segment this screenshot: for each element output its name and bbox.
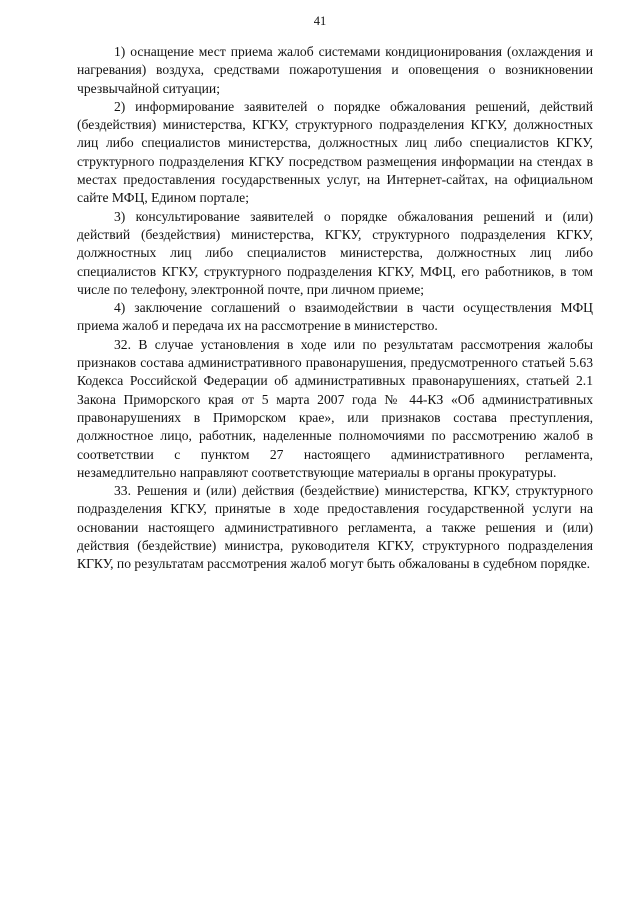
paragraph-clause-33: 33. Решения и (или) действия (бездействие) министерства, КГКУ, структурного подразделения КГКУ, принятые в ходе предоставления государственной услуги на основании настоящего административного регламента, а также решения и (или) действия (бездействие) министра, руководителя КГКУ, структурного подразделения КГКУ, по результатам рассмотрения жалоб могут быть обжалованы в судебном порядке. [77, 483, 593, 572]
paragraph-item-2: 2) информирование заявителей о порядке обжалования решений, действий (бездействия) министерства, КГКУ, структурного подразделения КГКУ, должностных лиц либо специалистов министерства, должностных лиц либо специалистов КГКУ, структурного подразделения КГКУ посредством размещения информации на стендах в местах предоставления государственных услуг, на Интернет-сайтах, на официальном сайте МФЦ, Едином портале; [77, 98, 593, 206]
page-number: 41 [313, 14, 327, 28]
paragraph-item-1: 1) оснащение мест приема жалоб системами кондиционирования (охлаждения и нагревания) воздуха, средствами пожаротушения и оповещения о возникновении чрезвычайной ситуации; [77, 44, 593, 96]
paragraph-item-3: 3) консультирование заявителей о порядке обжалования решений и (или) действий (бездействия) министерства, КГКУ, структурного подразделения КГКУ, должностных лиц либо специалистов министерства, должностных лиц либо специалистов КГКУ, структурного подразделения КГКУ, МФЦ, его работников, в том числе по телефону, электронной почте, при личном приеме; [77, 208, 593, 297]
paragraph-item-4: 4) заключение соглашений о взаимодействии в части осуществления МФЦ приема жалоб и передача их на рассмотрение в министерство. [77, 300, 593, 334]
document-body [77, 43, 593, 574]
paragraph-clause-32: 32. В случае установления в ходе или по результатам рассмотрения жалобы признаков состава административного правонарушения, предусмотренного статьей 5.63 Кодекса Российской Федерации об административных правонарушениях, статьей 2.1 Закона Приморского края от 5 марта 2007 года № 44-КЗ «Об административных правонарушениях в Приморском крае», или признаков состава преступления, должностное лицо, работник, наделенные полномочиями по рассмотрению жалоб в соответствии с пунктом 27 настоящего административного регламента, незамедлительно направляют соответствующие материалы в органы прокуратуры. [77, 336, 593, 480]
